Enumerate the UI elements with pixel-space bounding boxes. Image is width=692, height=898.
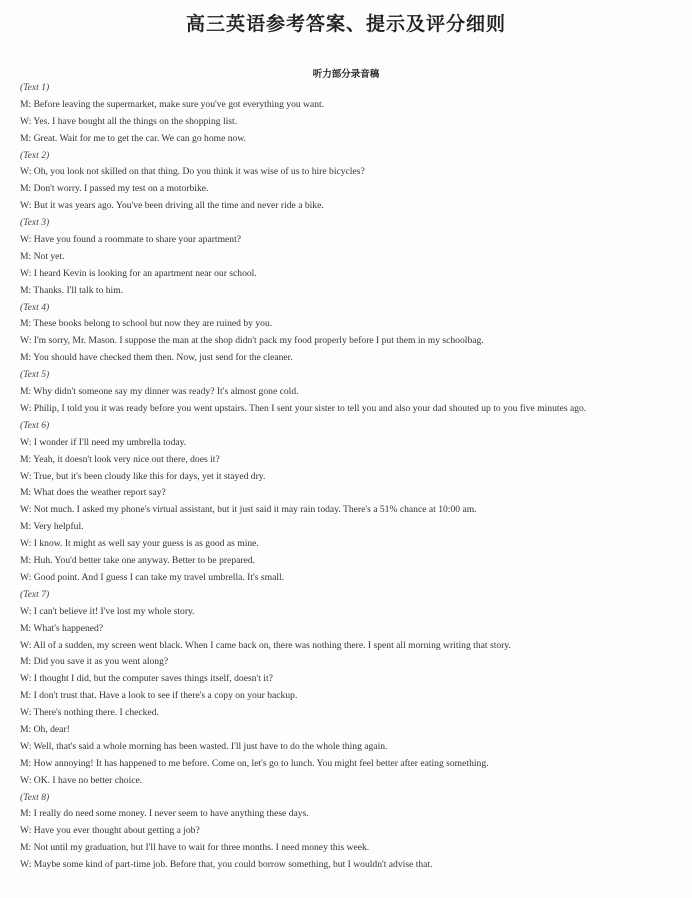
dialogue-line: W: All of a sudden, my screen went black. When I came back on, there was nothing there. I spent all morning writing that story. — [20, 639, 511, 651]
dialogue-line: W: True, but it's been cloudy like this for days, yet it stayed dry. — [20, 470, 266, 482]
dialogue-line: M: Not until my graduation, but I'll have to wait for three months. I need money this week. — [20, 842, 370, 854]
text-marker: (Text 6) — [20, 419, 50, 431]
dialogue-line: W: Good point. And I guess I can take my travel umbrella. It's small. — [20, 571, 285, 583]
text-marker: (Text 3) — [20, 217, 50, 229]
text-marker: (Text 5) — [20, 369, 50, 381]
dialogue-line: W: Philip, I told you it was ready before you went upstairs. Then I sent your sister to tell you and also your dad shouted up to you five minutes ago. — [20, 402, 587, 414]
dialogue-line: M: Before leaving the supermarket, make sure you've got everything you want. — [20, 98, 325, 110]
dialogue-line: W: I thought I did, but the computer saves things itself, doesn't it? — [20, 673, 273, 685]
dialogue-line: W: Have you ever thought about getting a job? — [20, 825, 200, 837]
text-marker: (Text 1) — [20, 82, 50, 93]
dialogue-line: M: What does the weather report say? — [20, 487, 166, 499]
text-marker: (Text 7) — [20, 588, 50, 600]
dialogue-line: W: Oh, you look not skilled on that thing. Do you think it was wise of us to hire bicycles? — [20, 166, 365, 178]
dialogue-line: W: I'm sorry, Mr. Mason. I suppose the man at the shop didn't pack my food properly before I put them in my schoolbag. — [20, 335, 484, 347]
dialogue-line: M: Not yet. — [20, 250, 65, 262]
dialogue-line: M: You should have checked them then. Now, just send for the cleaner. — [20, 352, 293, 364]
dialogue-line: W: I wonder if I'll need my umbrella today. — [20, 436, 187, 448]
dialogue-line: W: But it was years ago. You've been driving all the time and never ride a bike. — [20, 200, 324, 212]
dialogue-line: W: There's nothing there. I checked. — [20, 707, 159, 719]
text-marker: (Text 4) — [20, 301, 50, 313]
dialogue-line: M: Very helpful. — [20, 521, 84, 533]
dialogue-line: W: OK. I have no better choice. — [20, 774, 143, 786]
dialogue-line: W: I heard Kevin is looking for an apartment near our school. — [20, 267, 257, 279]
dialogue-line: M: Why didn't someone say my dinner was ready? It's almost gone cold. — [20, 386, 299, 398]
dialogue-line: M: Huh. You'd better take one anyway. Better to be prepared. — [20, 555, 256, 567]
dialogue-line: M: Did you save it as you went along? — [20, 656, 169, 668]
dialogue-line: W: Well, that's said a whole morning has been wasted. I'll just have to do the whole thing again. — [20, 740, 388, 752]
dialogue-line: M: Don't worry. I passed my test on a motorbike. — [20, 183, 209, 195]
dialogue-line: W: Maybe some kind of part-time job. Before that, you could borrow something, but I wouldn't advise that. — [20, 859, 433, 871]
dialogue-line: M: Oh, dear! — [20, 723, 70, 735]
dialogue-line: W: I know. It might as well say your guess is as good as mine. — [20, 538, 259, 550]
dialogue-line: M: I really do need some money. I never seem to have anything these days. — [20, 808, 309, 820]
dialogue-line: W: Yes. I have bought all the things on the shopping list. — [20, 115, 238, 127]
dialogue-line: W: I can't believe it! I've lost my whole story. — [20, 605, 195, 617]
section-subtitle: 听力部分录音稿 — [312, 69, 380, 80]
dialogue-line: M: How annoying! It has happened to me before. Come on, let's go to lunch. You might feel better after eating something. — [20, 757, 489, 769]
text-marker: (Text 8) — [20, 791, 50, 803]
transcript-lines — [20, 80, 680, 874]
dialogue-line: M: I don't trust that. Have a look to see if there's a copy on your backup. — [20, 690, 298, 702]
text-marker: (Text 2) — [20, 149, 50, 161]
dialogue-line: M: These books belong to school but now they are ruined by you. — [20, 318, 273, 330]
page-title: 高三英语参考答案、提示及评分细则 — [185, 13, 506, 35]
dialogue-line: M: Thanks. I'll talk to him. — [20, 284, 124, 296]
dialogue-line: M: Great. Wait for me to get the car. We can go home now. — [20, 132, 247, 144]
dialogue-line: W: Not much. I asked my phone's virtual assistant, but it just said it may rain today. There's a 51% chance at 10:00 am. — [20, 504, 477, 516]
dialogue-line: W: Have you found a roommate to share your apartment? — [20, 234, 242, 246]
dialogue-line: M: What's happened? — [20, 622, 104, 634]
dialogue-line: M: Yeah, it doesn't look very nice out there, does it? — [20, 453, 220, 465]
